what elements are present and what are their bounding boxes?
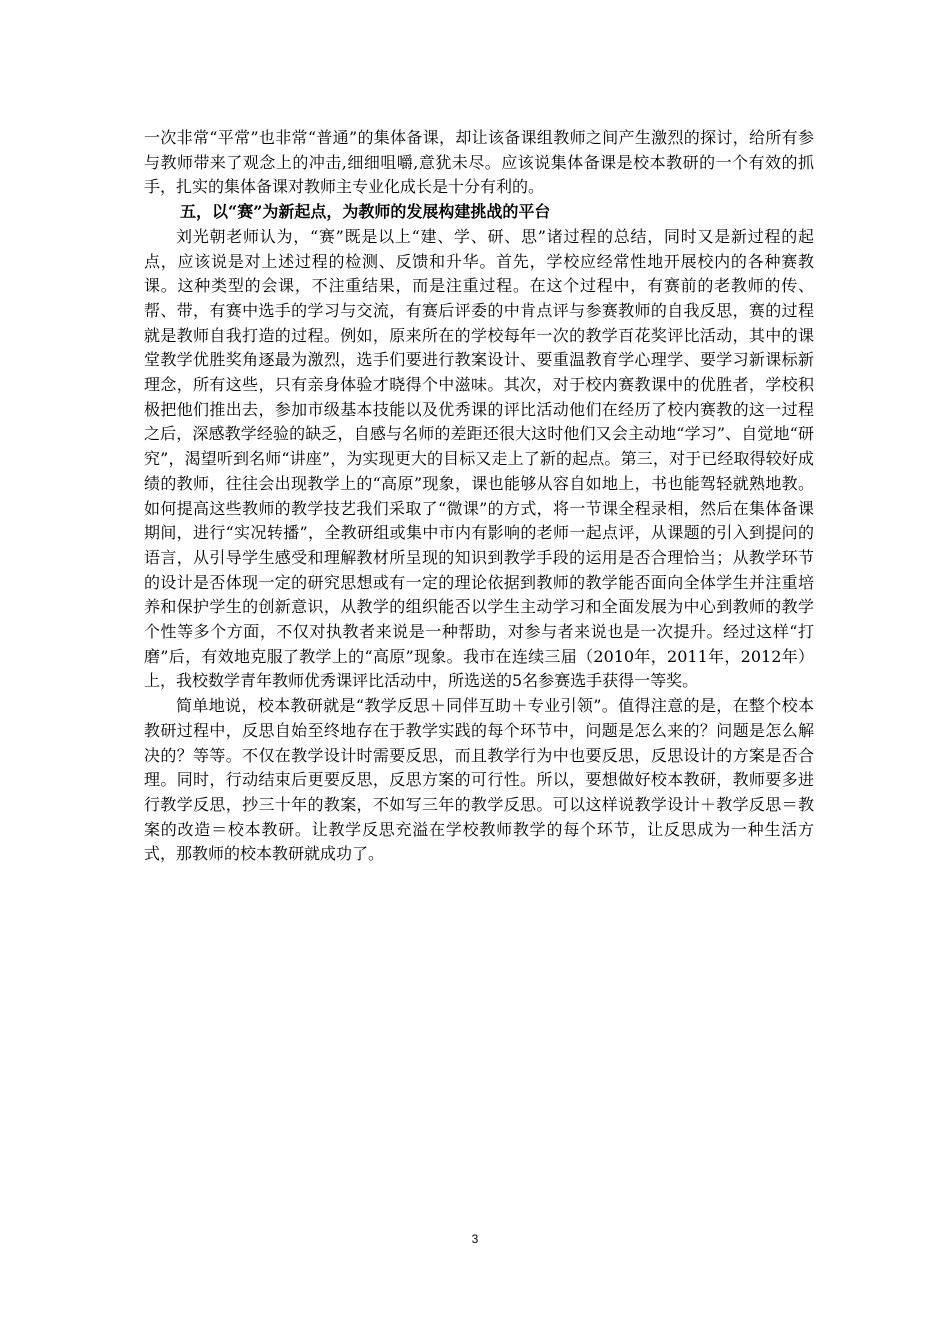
section-heading: 五，以“赛”为新起点，为教师的发展构建挑战的平台 — [180, 202, 551, 222]
paragraph-summary: 简单地说，校本教研就是“教学反思＋同伴互助＋专业引领”。值得注意的是，在整个校本教研过程中，反思自始至终地存在于教学实践的每个环节中，问题是怎么来的？问题是怎么解决的？等等。不仅在教学设计时需要反思，而且教学行为中也要反思，反思设计的方案是否合理。同时，行动结束后更要反思，反思方案的可行性。所以，要想做好校本教研，教师要多进行教学反思，抄三十年的教案，不如写三年的教学反思。可以这样说教学设计＋教学反思＝教案的改造＝校本教研。让教学反思充溢在学校教师教学的每个环节，让反思成为一种生活方式，那教师的校本教研就成功了。 — [144, 696, 814, 864]
paragraph-continuation: 一次非常“平常”也非常“普通”的集体备课，却让该备课组教师之间产生激烈的探讨，给所有参与教师带来了观念上的冲击,细细咀嚼,意犹未尽。应该说集体备课是校本教研的一个有效的抓手，扎实的集体备课对教师主专业化成长是十分有利的。 — [144, 128, 814, 197]
paragraph-competition: 刘光朝老师认为，“赛”既是以上“建、学、研、思”诸过程的总结，同时又是新过程的起点，应该说是对上述过程的检测、反馈和升华。首先，学校应经常性地开展校内的各种赛教课。这种类型的会课，不注重结果，而是注重过程。在这个过程中，有赛前的老教师的传、帮、带，有赛中选手的学习与交流，有赛后评委的中肯点评与参赛教师的自我反思，赛的过程就是教师自我打造的过程。例如，原来所在的学校每年一次的教学百花奖评比活动，其中的课堂教学优胜奖角逐最为激烈，选手们要进行教案设计、要重温教育学心理学、要学习新课标新理念，所有这些，只有亲身体验才晓得个中滋味。其次，对于校内赛教课中的优胜者，学校积极把他们推出去，参加市级基本技能以及优秀课的评比活动他们在经历了校内赛教的这一过程之后，深感教学经验的缺乏，自感与名师的差距还很大这时他们又会主动地“学习”、自觉地“研究”，渴望听到名师“讲座”，为实现更大的目标又走上了新的起点。第三，对于已经取得较好成绩的教师，往往会出现教学上的“高原”现象，课也能够从容自如地上，书也能驾轻就熟地教。如何提高这些教师的教学技艺我们采取了“微课”的方式，将一节课全程录相，然后在集体备课期间，进行“实况转播”，全教研组或集中市内有影响的老师一起点评，从课题的引入到提问的语言，从引导学生感受和理解教材所呈现的知识到教学手段的运用是否合理恰当；从教学环节的设计是否体现一定的研究思想或有一定的理论依据到教师的教学能否面向全体学生并注重培养和保护学生的创新意识，从教学的组织能否以学生主动学习和全面发展为中心到教师的教学个性等多个方面，不仅对执教者来说是一种帮助，对参与者来说也是一次提升。经过这样“打磨”后，有效地克服了教学上的“高原”现象。我市在连续三届（2010年，2011年，2012年）上，我校数学青年教师优秀课评比活动中，所选送的5名参赛选手获得一等奖。 — [144, 226, 814, 691]
page-number: 3 — [471, 1232, 479, 1246]
body-text — [144, 126, 814, 867]
